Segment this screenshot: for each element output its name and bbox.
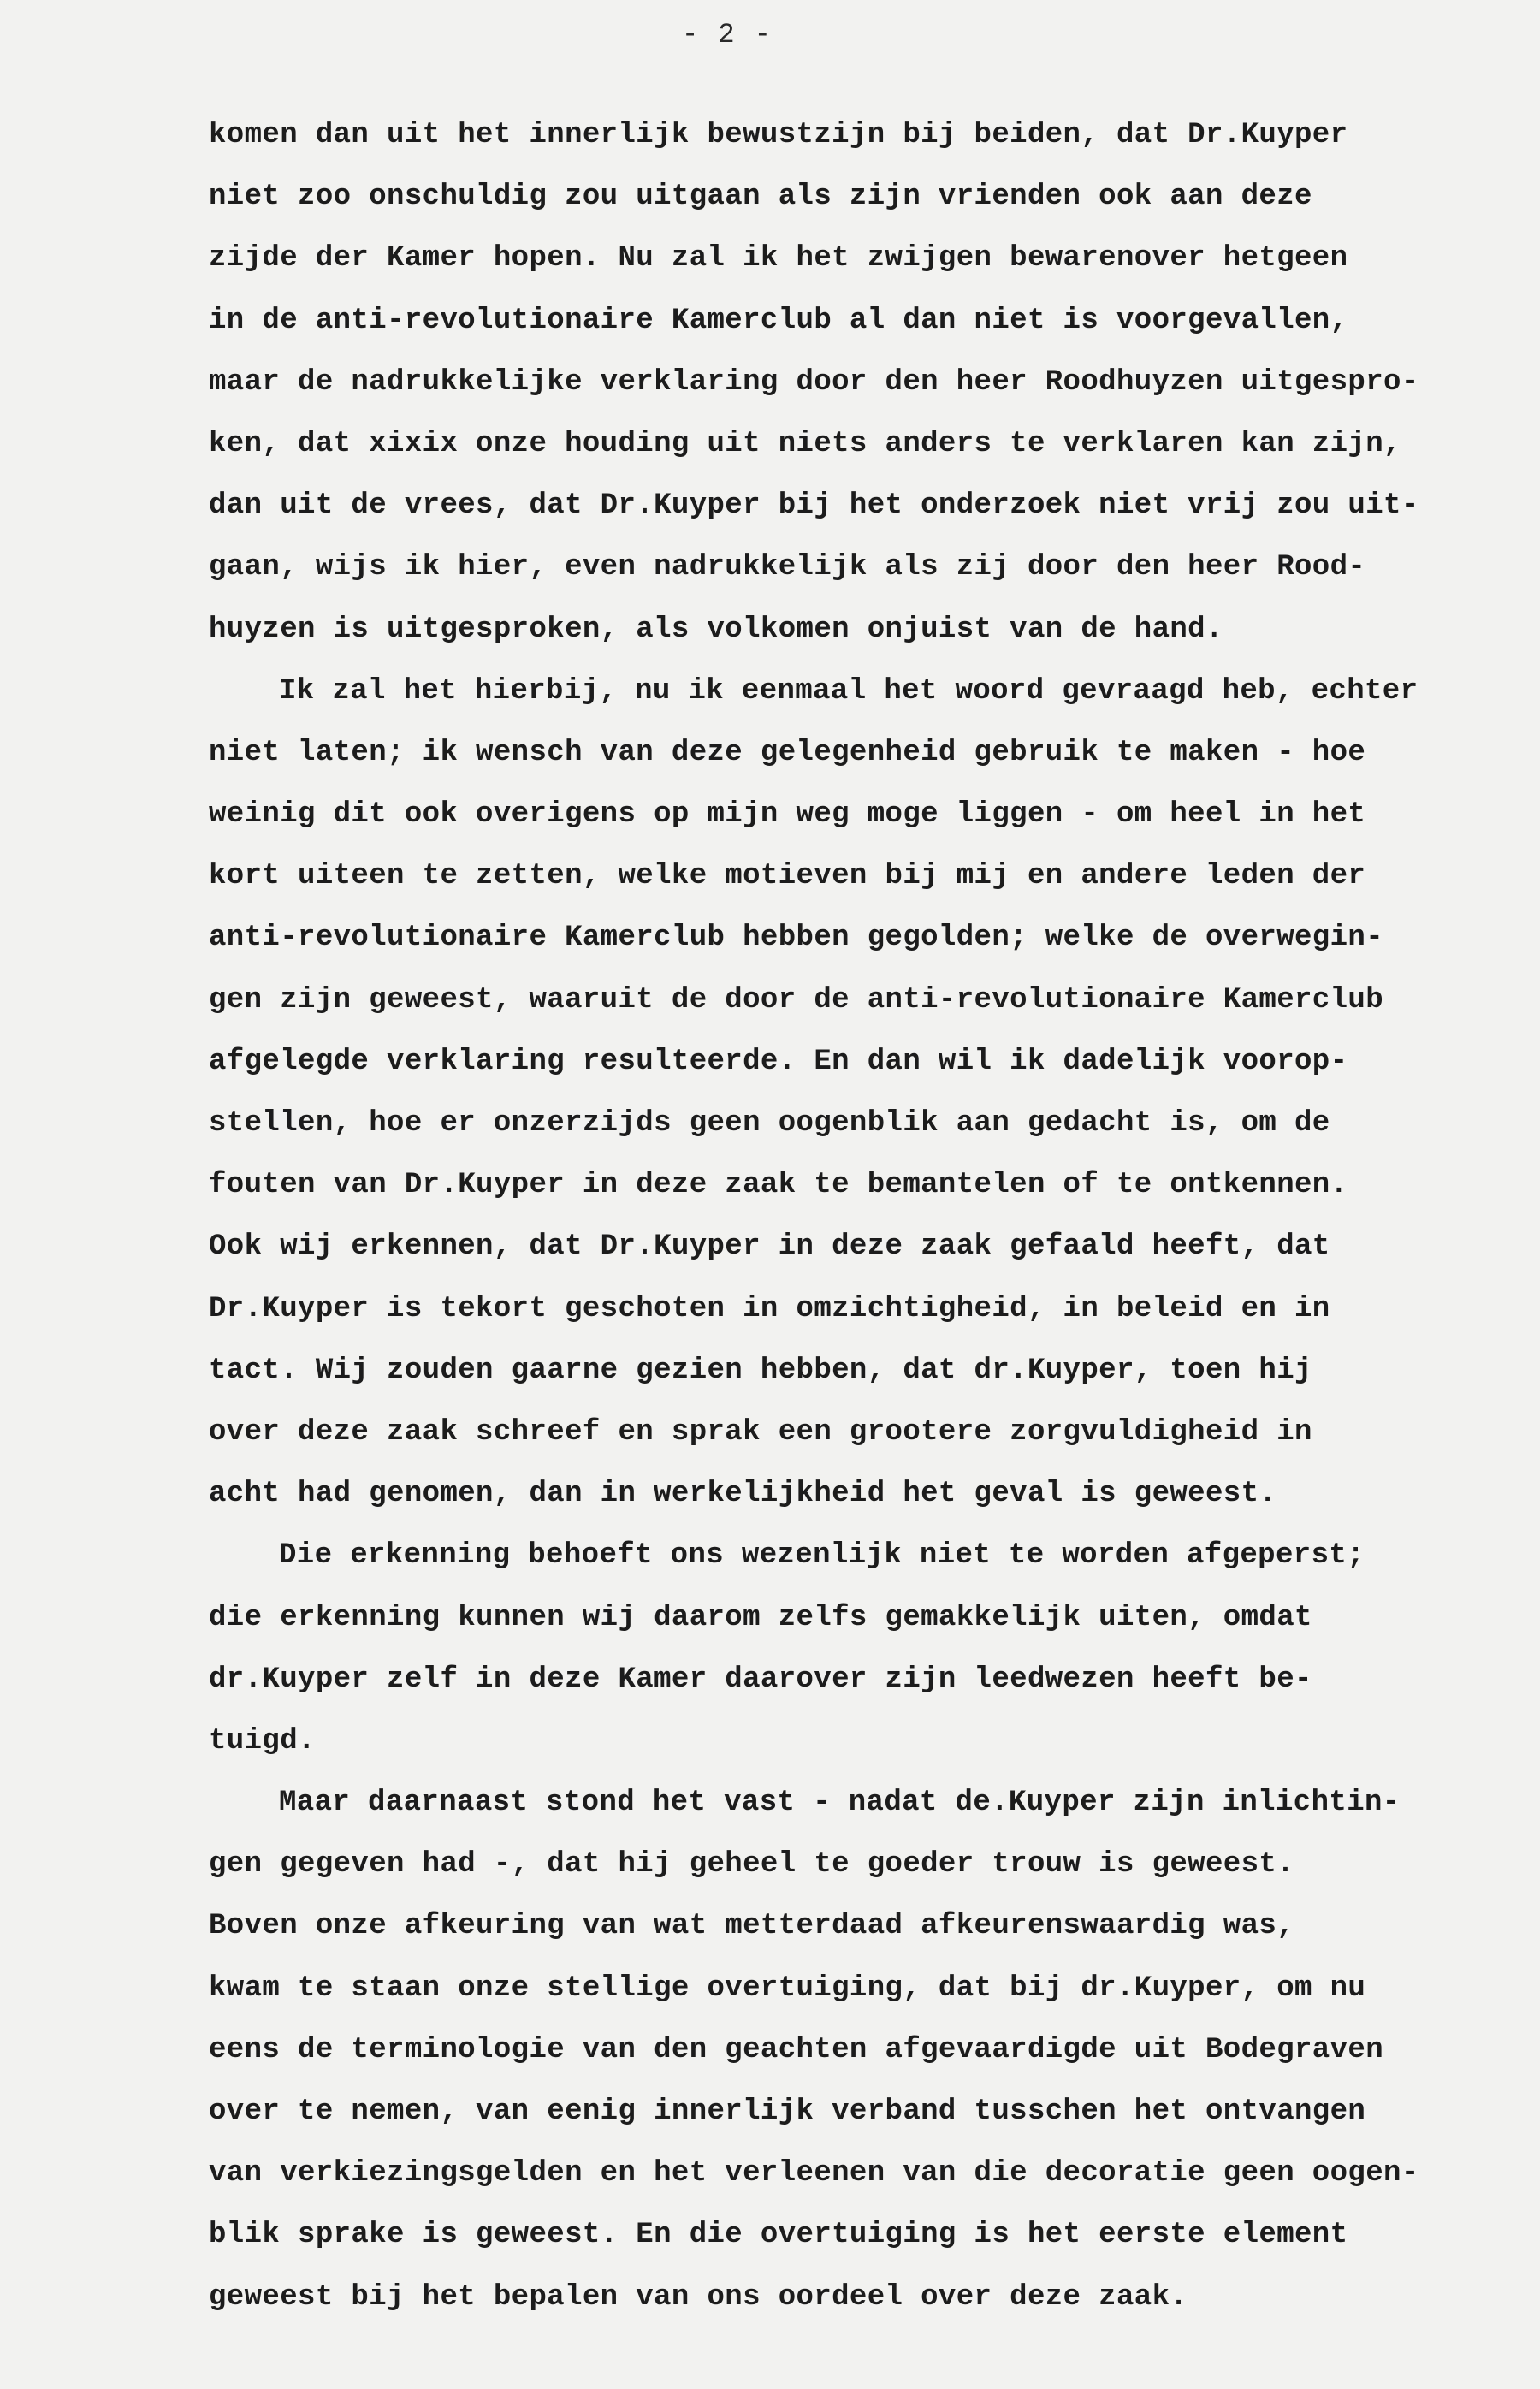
text-line: fouten van Dr.Kuyper in deze zaak te bemantelen of te ontkennen. (209, 1169, 1348, 1202)
text-line: tuigd. (209, 1724, 316, 1758)
text-line: anti-revolutionaire Kamerclub hebben gegolden; welke de overwegin- (209, 922, 1384, 955)
text-line: geweest bij het bepalen van ons oordeel over deze zaak. (209, 2280, 1188, 2314)
text-line: Ook wij erkennen, dat Dr.Kuyper in deze zaak gefaald heeft, dat (209, 1230, 1330, 1264)
text-line: acht had genomen, dan in werkelijkheid het geval is geweest. (209, 1478, 1277, 1511)
text-line: zijde der Kamer hopen. Nu zal ik het zwijgen bewarenover hetgeen (209, 242, 1348, 276)
typed-text-body (209, 104, 1526, 2328)
text-line: dan uit de vrees, dat Dr.Kuyper bij het onderzoek niet vrij zou uit- (209, 489, 1419, 523)
text-line: blik sprake is geweest. En die overtuiging is het eerste element (209, 2219, 1348, 2252)
text-line: Maar daarnaast stond het vast - nadat de.Kuyper zijn inlichtin- (279, 1787, 1401, 1820)
text-line: over te nemen, van eenig innerlijk verband tusschen het ontvangen (209, 2096, 1366, 2128)
text-line: komen dan uit het innerlijk bewustzijn bij beiden, dat Dr.Kuyper (209, 119, 1348, 151)
text-line: Die erkenning behoeft ons wezenlijk niet te worden afgeperst; (279, 1539, 1365, 1573)
text-line: die erkenning kunnen wij daarom zelfs gemakkelijk uiten, omdat (209, 1601, 1312, 1634)
text-line: over deze zaak schreef en sprak een grootere zorgvuldigheid in (209, 1415, 1312, 1449)
text-line: gen gegeven had -, dat hij geheel te goeder trouw is geweest. (209, 1848, 1295, 1882)
text-line: eens de terminologie van den geachten afgevaardigde uit Bodegraven (209, 2033, 1384, 2066)
text-line: in de anti-revolutionaire Kamerclub al dan niet is voorgevallen, (209, 304, 1348, 337)
page-number: - 2 - (681, 19, 773, 50)
text-line: gaan, wijs ik hier, even nadrukkelijk als zij door den heer Rood- (209, 551, 1366, 584)
text-line: afgelegde verklaring resulteerde. En dan wil ik dadelijk voorop- (209, 1045, 1348, 1078)
text-line: Dr.Kuyper is tekort geschoten in omzichtigheid, in beleid en in (209, 1292, 1330, 1325)
text-line: dr.Kuyper zelf in deze Kamer daarover zijn leedwezen heeft be- (209, 1663, 1312, 1696)
text-line: maar de nadrukkelijke verklaring door den heer Roodhuyzen uitgespro- (209, 365, 1419, 399)
text-line: van verkiezingsgelden en het verleenen van die decoratie geen oogen- (209, 2157, 1419, 2190)
text-line: weinig dit ook overigens op mijn weg moge liggen - om heel in het (209, 798, 1366, 832)
text-line: tact. Wij zouden gaarne gezien hebben, dat dr.Kuyper, toen hij (209, 1354, 1312, 1387)
text-line: kort uiteen te zetten, welke motieven bij mij en andere leden der (209, 860, 1366, 893)
text-line: gen zijn geweest, waaruit de door de anti-revolutionaire Kamerclub (209, 983, 1384, 1017)
text-line: niet laten; ik wensch van deze gelegenheid gebruik te maken - hoe (209, 736, 1366, 769)
text-line: Boven onze afkeuring van wat metterdaad afkeurenswaardig was, (209, 1910, 1295, 1943)
text-line: Ik zal het hierbij, nu ik eenmaal het woord gevraagd heb, echter (279, 674, 1419, 708)
text-line: huyzen is uitgesproken, als volkomen onjuist van de hand. (209, 613, 1223, 646)
text-line: ken, dat xixix onze houding uit niets anders te verklaren kan zijn, (209, 427, 1401, 460)
text-line: niet zoo onschuldig zou uitgaan als zijn vrienden ook aan deze (209, 181, 1312, 214)
text-line: kwam te staan onze stellige overtuiging, dat bij dr.Kuyper, om nu (209, 1971, 1366, 2005)
text-line: stellen, hoe er onzerzijds geen oogenblik aan gedacht is, om de (209, 1107, 1330, 1140)
